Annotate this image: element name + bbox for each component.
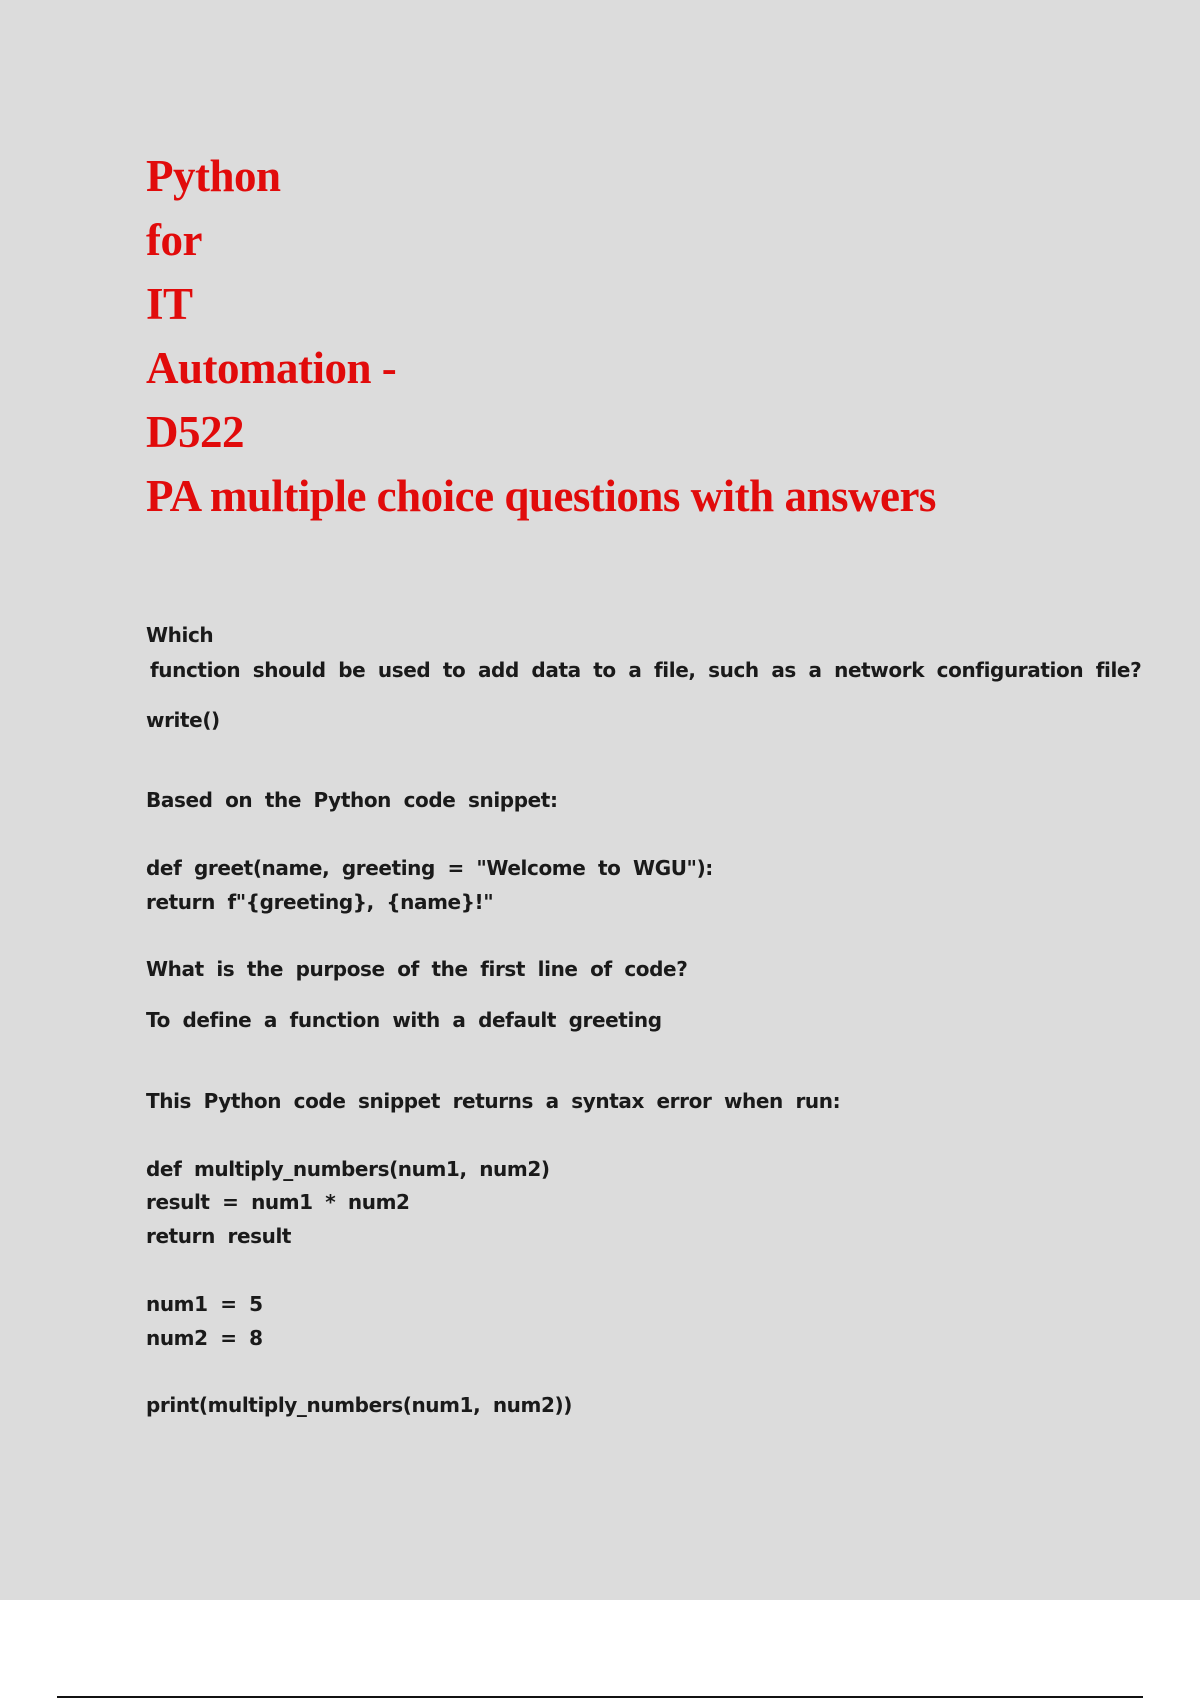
code-line: def greet(name, greeting = "Welcome to WGU"): (146, 856, 713, 880)
title-line: PA multiple choice questions with answers (146, 471, 936, 521)
document-title (146, 144, 1106, 528)
code-line: result = num1 * num2 (146, 1190, 410, 1214)
code-line: print(multiply_numbers(num1, num2)) (146, 1393, 572, 1417)
code-line: num2 = 8 (146, 1326, 263, 1350)
title-line: for (146, 215, 202, 265)
code-line: def multiply_numbers(num1, num2) (146, 1157, 550, 1181)
code-line: return f"{greeting}, {name}!" (146, 890, 494, 914)
code-line: return result (146, 1224, 292, 1248)
title-line: Python (146, 151, 281, 201)
question-intro: This Python code snippet returns a syntax error when run: (146, 1089, 841, 1113)
title-line: IT (146, 279, 193, 329)
answer-text: To define a function with a default greeting (146, 1008, 662, 1032)
title-line: D522 (146, 407, 244, 457)
page-divider (57, 1696, 1143, 1698)
title-line: Automation - (146, 343, 397, 393)
question-text: function should be used to add data to a file, such as a network configuration file? (150, 658, 1142, 682)
answer-text: write() (146, 708, 220, 732)
question-intro: Based on the Python code snippet: (146, 788, 558, 812)
code-line: num1 = 5 (146, 1292, 263, 1316)
question-text: Which (146, 623, 214, 647)
question-text: What is the purpose of the first line of code? (146, 957, 688, 981)
